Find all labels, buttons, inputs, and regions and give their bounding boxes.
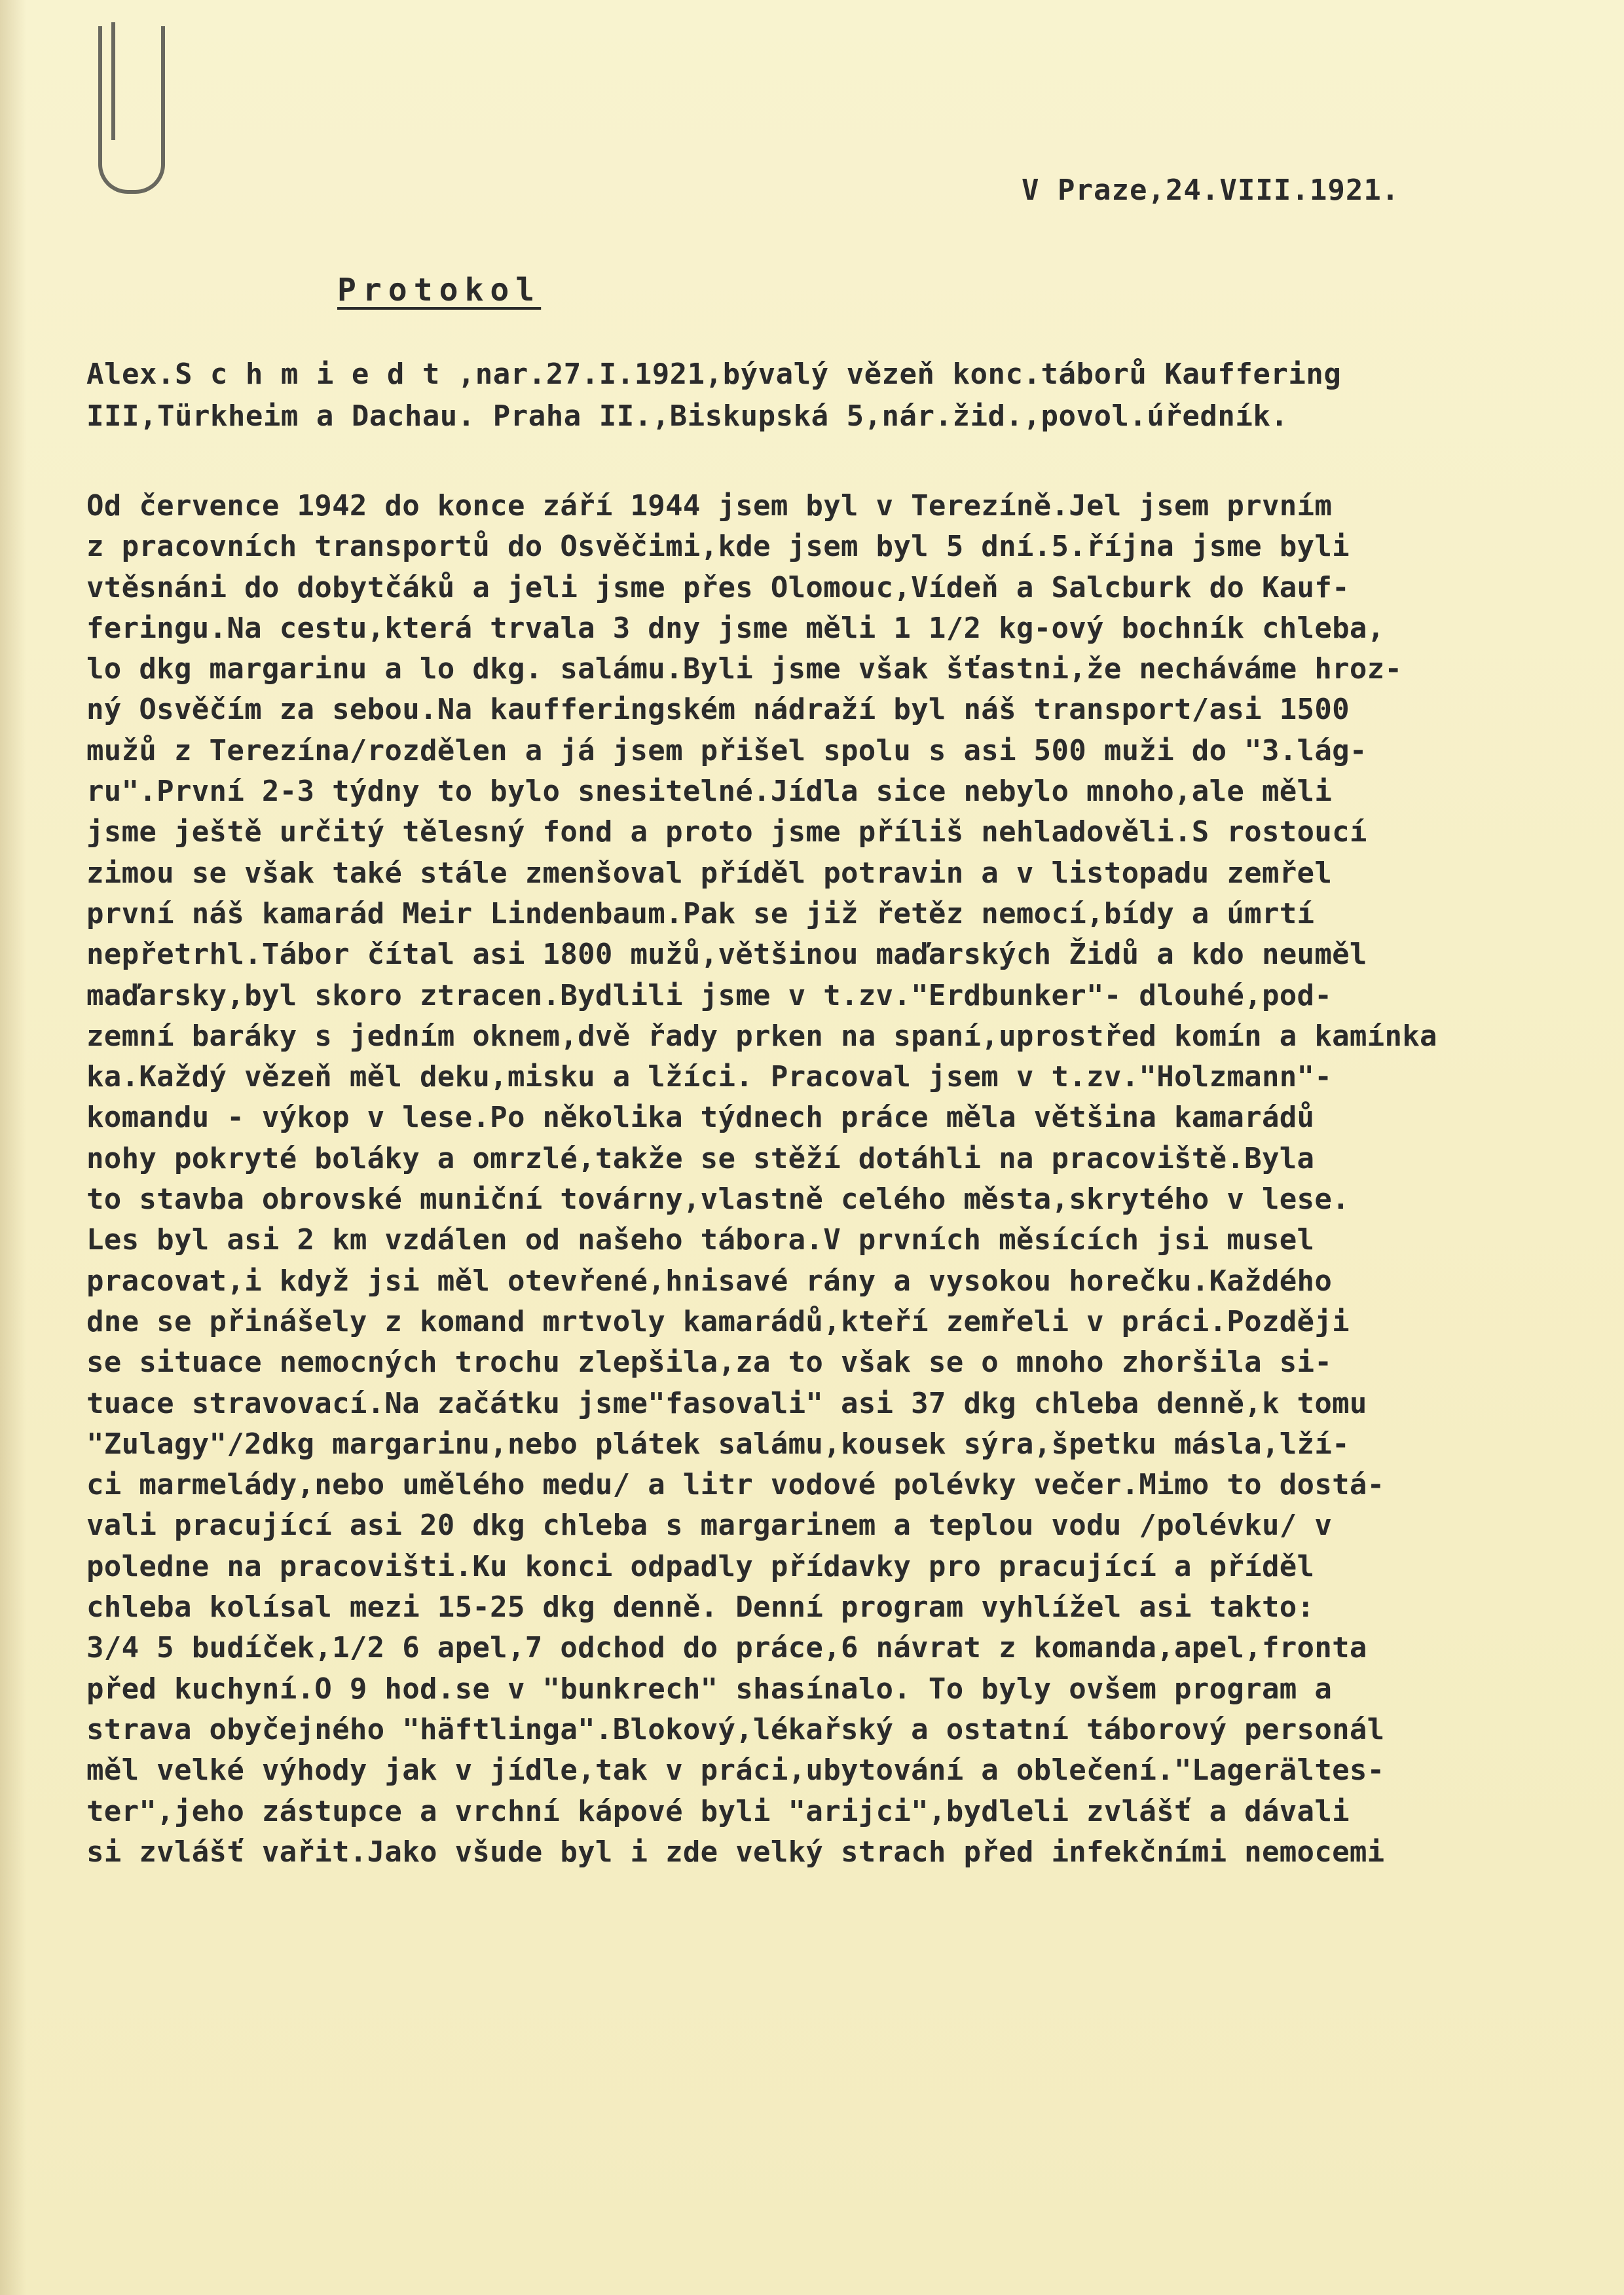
- body-line: mužů z Terezína/rozdělen a já jsem přišel spolu s asi 500 muži do "3.lág-: [86, 733, 1367, 767]
- body-line: měl velké výhody jak v jídle,tak v práci,ubytování a oblečení."Lagerältes-: [86, 1753, 1385, 1788]
- body-line: ka.Každý vězeň měl deku,misku a lžíci. Pracoval jsem v t.zv."Holzmann"-: [86, 1060, 1333, 1094]
- body-line: ci marmelády,nebo umělého medu/ a litr vodové polévky večer.Mimo to dostá-: [86, 1468, 1385, 1502]
- body-line: komandu - výkop v lese.Po několika týdnech práce měla většina kamarádů: [86, 1101, 1315, 1135]
- body-line: vtěsnáni do dobytčáků a jeli jsme přes Olomouc,Vídeň a Salcburk do Kauf-: [86, 570, 1350, 604]
- body-line: zimou se však také stále zmenšoval příděl potravin a v listopadu zemřel: [86, 856, 1333, 890]
- body-line: ter",jeho zástupce a vrchní kápové byli "arijci",bydleli zvlášť a dávali: [86, 1794, 1350, 1828]
- body-line: feringu.Na cestu,která trvala 3 dny jsme měli 1 1/2 kg-ový bochník chleba,: [86, 611, 1385, 645]
- body-line: strava obyčejného "häftlinga".Blokový,lékařský a ostatní táborový personál: [86, 1712, 1385, 1746]
- document-title: Protokol: [337, 272, 542, 308]
- header-block: [86, 354, 1593, 437]
- body-line: maďarsky,byl skoro ztracen.Bydlili jsme v t.zv."Erdbunker"- dlouhé,pod-: [86, 978, 1333, 1012]
- body-line: dne se přinášely z komand mrtvoly kamarádů,kteří zemřeli v práci.Později: [86, 1304, 1350, 1338]
- body-line: ný Osvěčím za sebou.Na kaufferingském nádraží byl náš transport/asi 1500: [86, 693, 1350, 727]
- body-line: to stavba obrovské muniční továrny,vlastně celého města,skrytého v lese.: [86, 1183, 1350, 1217]
- body-line: první náš kamarád Meir Lindenbaum.Pak se již řetěz nemocí,bídy a úmrtí: [86, 896, 1315, 930]
- body-line: "Zulagy"/2dkg margarinu,nebo plátek salámu,kousek sýra,špetku másla,lží-: [86, 1427, 1350, 1461]
- body-line: z pracovních transportů do Osvěčimi,kde jsem byl 5 dní.5.října jsme byli: [86, 530, 1350, 564]
- body-line: nohy pokryté boláky a omrzlé,takže se stěží dotáhli na pracoviště.Byla: [86, 1141, 1315, 1175]
- body-line: Od července 1942 do konce září 1944 jsem byl v Terezíně.Jel jsem prvním: [86, 489, 1333, 523]
- body-line: 3/4 5 budíček,1/2 6 apel,7 odchod do práce,6 návrat z komanda,apel,fronta: [86, 1631, 1367, 1665]
- body-line: lo dkg margarinu a lo dkg. salámu.Byli jsme však šťastni,že necháváme hroz-: [86, 652, 1403, 686]
- body-line: tuace stravovací.Na začátku jsme"fasovali" asi 37 dkg chleba denně,k tomu: [86, 1386, 1367, 1420]
- body-line: nepřetrhl.Tábor čítal asi 1800 mužů,většinou maďarských Židů a kdo neuměl: [86, 938, 1367, 972]
- paper-clip: [98, 26, 165, 194]
- body-line: Les byl asi 2 km vzdálen od našeho tábora.V prvních měsících jsi musel: [86, 1223, 1315, 1257]
- body-line: ru".První 2-3 týdny to bylo snesitelné.Jídla sice nebylo mnoho,ale měli: [86, 775, 1333, 809]
- date-line: V Praze,24.VIII.1921.: [1022, 174, 1400, 207]
- header-line: Alex.S c h m i e d t ,nar.27.I.1921,bývalý vězeň konc.táborů Kauffering: [86, 358, 1342, 391]
- header-line: III,Türkheim a Dachau. Praha II.,Biskupská 5,nár.žid.,povol.úředník.: [86, 399, 1289, 433]
- body-line: vali pracující asi 20 dkg chleba s margarinem a teplou vodu /polévku/ v: [86, 1509, 1333, 1543]
- body-line: chleba kolísal mezi 15-25 dkg denně. Denní program vyhlížel asi takto:: [86, 1590, 1315, 1625]
- body-text: [86, 486, 1606, 1873]
- body-line: pracovat,i když jsi měl otevřené,hnisavé rány a vysokou horečku.Každého: [86, 1264, 1333, 1298]
- body-line: se situace nemocných trochu zlepšila,za to však se o mnoho zhoršila si-: [86, 1346, 1333, 1380]
- body-line: si zvlášť vařit.Jako všude byl i zde velký strach před infekčními nemocemi: [86, 1835, 1385, 1869]
- body-line: zemní baráky s jedním oknem,dvě řady prken na spaní,uprostřed komín a kamínka: [86, 1019, 1437, 1053]
- body-line: jsme ještě určitý tělesný fond a proto jsme příliš nehladověli.S rostoucí: [86, 815, 1367, 849]
- body-line: poledne na pracovišti.Ku konci odpadly přídavky pro pracující a příděl: [86, 1549, 1315, 1583]
- body-line: před kuchyní.O 9 hod.se v "bunkrech" shasínalo. To byly ovšem program a: [86, 1672, 1333, 1706]
